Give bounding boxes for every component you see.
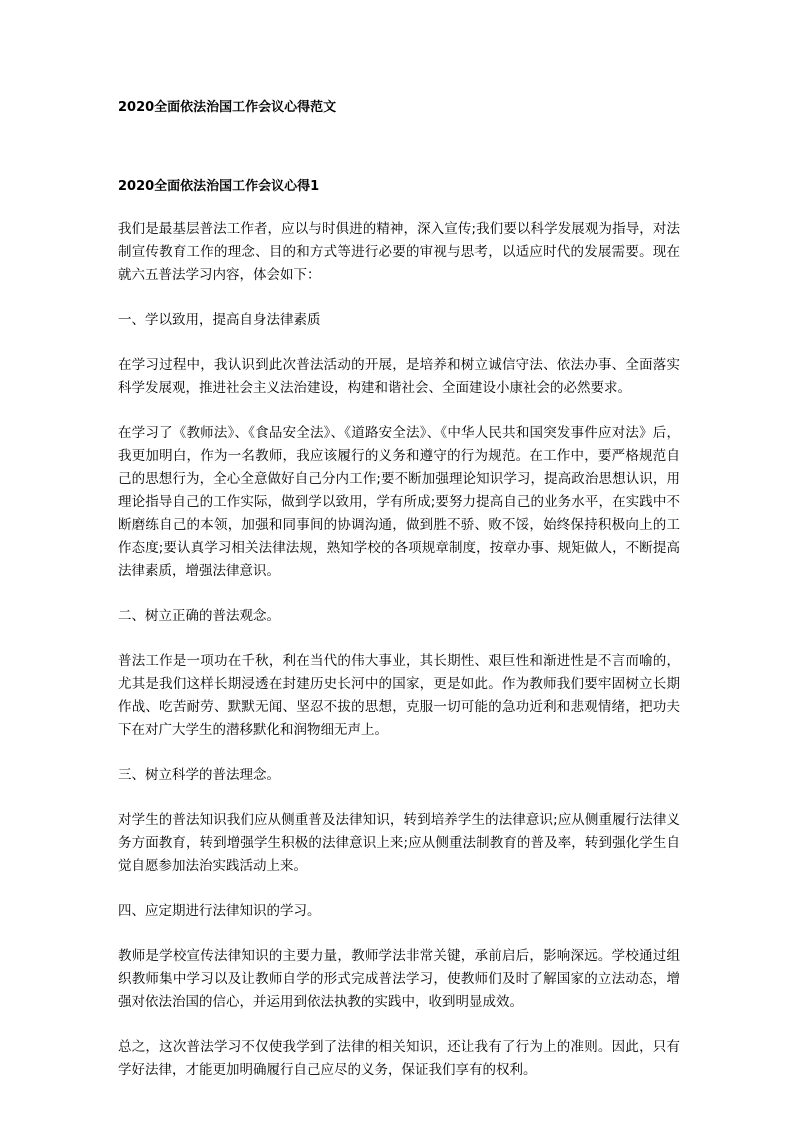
spacer xyxy=(118,287,680,309)
heading-1: 一、学以致用，提高自身法律素质 xyxy=(118,312,321,328)
spacer xyxy=(118,628,680,650)
heading-2: 二、树立正确的普法观念。 xyxy=(118,608,280,624)
spacer xyxy=(118,332,680,354)
paragraph-2: 普法工作是一项功在千秋，利在当代的伟大事业，其长期性、艰巨性和渐进性是不言而喻的，尤其是我们这样长期浸透在封建历史长河中的国家，更是如此。作为教师我们要牢固树立长期作战、吃苦耐劳、默默无闻、坚忍不拔的思想，克服一切可能的急功近利和悲观情绪，把功夫下在对广大学生的潜移默化和润物细无声上。 xyxy=(118,653,680,738)
conclusion-paragraph: 总之，这次普法学习不仅使我学到了法律的相关知识，还让我有了行为上的准则。因此，只有学好法律，才能更加明确履行自己应尽的义务，保证我们享有的权利。 xyxy=(118,1039,680,1078)
spacer xyxy=(118,197,680,218)
intro-paragraph: 我们是最基层普法工作者，应以与时俱进的精神，深入宣传;我们要以科学发展观为指导，对法制宣传教育工作的理念、目的和方式等进行必要的审视与思考，以适应时代的发展需要。现在就六五普法学习内容，体会如下： xyxy=(118,221,680,283)
paragraph-3: 对学生的普法知识我们应从侧重普及法律知识，转到培养学生的法律意识;应从侧重履行法律义务方面教育，转到增强学生积极的法律意识上来;应从侧重法制教育的普及率，转到强化学生自觉自愿参加法治实践活动上来。 xyxy=(118,812,680,874)
spacer xyxy=(118,787,680,809)
heading-4: 四、应定期进行法律知识的学习。 xyxy=(118,903,321,919)
spacer xyxy=(118,742,680,764)
paragraph-4: 教师是学校宣传法律知识的主要力量，教师学法非常关键，承前启后，影响深远。学校通过组织教师集中学习以及让教师自学的形式完成普法学习，使教师们及时了解国家的立法动态，增强对依法治国的信心，并运用到依法执教的实践中，收到明显成效。 xyxy=(118,948,680,1010)
spacer xyxy=(118,1014,680,1036)
section-title: 2020全面依法治国工作会议心得1 xyxy=(118,179,320,194)
spacer xyxy=(118,878,680,900)
paragraph-1b: 在学习了《教师法》、《食品安全法》、《道路安全法》、《中华人民共和国突发事件应对法》后，我更加明白，作为一名教师，我应该履行的义务和遵守的行为规范。在工作中，要严格规范自己的思想行为，全心全意做好自己分内工作;要不断加强理论知识学习，提高政治思想认识，用理论指导自己的工作实际，做到学以致用，学有所成;要努力提高自己的业务水平，在实践中不断磨练自己的本领，加强和同事间的协调沟通，做到胜不骄、败不馁，始终保持积极向上的工作态度;要认真学习相关法律法规，熟知学校的各项规章制度，按章办事、规矩做人，不断提高法律素质，增强法律意识。 xyxy=(118,425,680,579)
spacer xyxy=(118,923,680,945)
spacer xyxy=(118,583,680,605)
paragraph-1a: 在学习过程中，我认识到此次普法活动的开展，是培养和树立诚信守法、依法办事、全面落实科学发展观，推进社会主义法治建设，构建和谐社会、全面建设小康社会的必然要求。 xyxy=(118,357,680,396)
heading-3: 三、树立科学的普法理念。 xyxy=(118,767,280,783)
spacer xyxy=(118,118,680,177)
document-page xyxy=(118,98,680,1082)
spacer xyxy=(118,400,680,422)
document-title: 2020全面依法治国工作会议心得范文 xyxy=(118,100,337,115)
